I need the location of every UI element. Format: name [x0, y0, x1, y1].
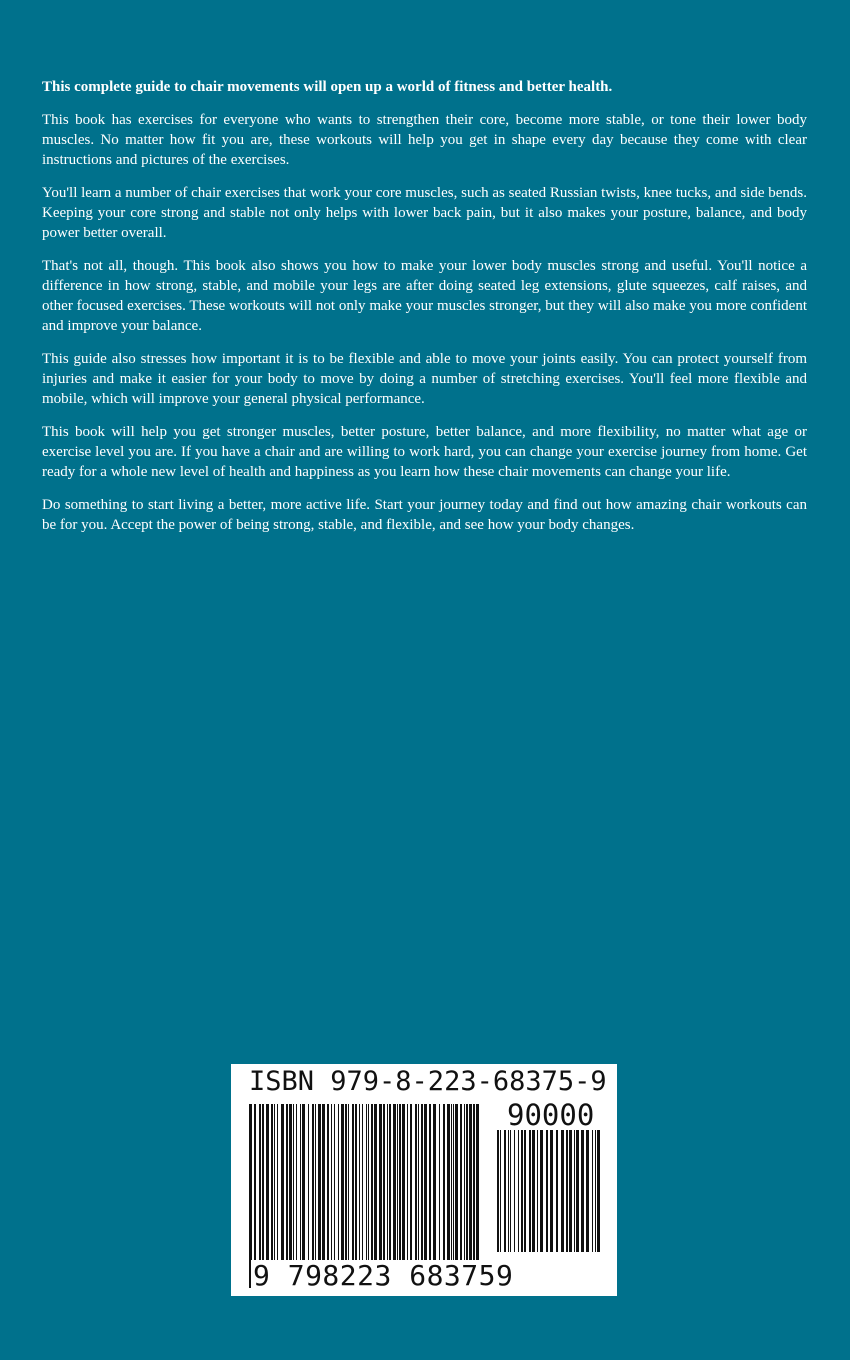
- barcode-bar: [556, 1130, 558, 1252]
- barcode-bar: [410, 1104, 412, 1276]
- barcode-bar: [451, 1104, 452, 1276]
- barcode-bar: [341, 1104, 344, 1276]
- barcode-bar: [510, 1130, 511, 1252]
- barcode-bar: [308, 1104, 309, 1276]
- barcode-bar: [455, 1104, 458, 1276]
- barcode-bar: [466, 1104, 468, 1276]
- barcode-bar: [302, 1104, 305, 1276]
- barcode-bar: [397, 1104, 398, 1276]
- barcode-bar: [433, 1104, 436, 1276]
- blurb-paragraph: This book has exercises for everyone who wants to strengthen their core, become more stable, or tone their lower body muscles. No matter how fit you are, these workouts will help you get in shape every day because they come with clear instructions and pictures of the exercises.: [42, 112, 807, 168]
- barcode-bar: [597, 1130, 600, 1252]
- barcode-bar: [266, 1104, 269, 1276]
- barcode-bar: [259, 1104, 261, 1276]
- blurb-paragraph: This book will help you get stronger muscles, better posture, better balance, and more flexibility, no matter what age or exercise level you are. If you have a chair and are willing to work hard, you can change your exercise journey from home. Get ready for a whole new level of health and happiness as you learn how these chair movements can change your life.: [42, 424, 807, 480]
- barcode-bar: [453, 1104, 454, 1276]
- barcode-bar: [348, 1104, 349, 1276]
- barcode-bar: [447, 1104, 450, 1276]
- barcode-bar: [379, 1104, 382, 1276]
- barcode-bar: [497, 1130, 499, 1252]
- barcode-bar: [300, 1104, 301, 1276]
- barcode-bar: [574, 1130, 575, 1252]
- barcode-bar: [371, 1104, 373, 1276]
- barcode-bar: [532, 1130, 535, 1252]
- barcode-bar: [407, 1104, 408, 1276]
- barcode-bar: [424, 1104, 427, 1276]
- barcode-bar: [359, 1104, 360, 1276]
- barcode-bar: [322, 1104, 325, 1276]
- barcode-bar: [338, 1104, 339, 1276]
- blurb-paragraph: This guide also stresses how important it is to be flexible and able to move your joints easily. You can protect yourself from injuries and make it easier for your body to move by doing a number of stretching exercises. You'll feel more flexible and mobile, which will improve your general physical performance.: [42, 351, 807, 407]
- barcode-bar: [312, 1104, 314, 1276]
- barcode-bar: [592, 1130, 593, 1252]
- barcode-bar: [439, 1104, 440, 1276]
- barcode-bar: [418, 1104, 419, 1276]
- blurb-paragraph: That's not all, though. This book also shows you how to make your lower body muscles strong and useful. You'll notice a difference in how strong, stable, and mobile your legs are after doing seated leg extensions, glute squeezes, calf raises, and other focused exercises. These workouts will not only make your muscles stronger, but they will also make you more confident and improve your balance.: [42, 258, 807, 334]
- price-barcode-bars: [497, 1130, 601, 1264]
- barcode-bar: [296, 1104, 297, 1276]
- barcode-bar: [387, 1104, 388, 1276]
- barcode-bar: [537, 1130, 538, 1252]
- barcode-bar: [262, 1104, 264, 1276]
- barcode-bar: [368, 1104, 369, 1276]
- barcode-bar: [415, 1104, 417, 1276]
- barcode-bar: [334, 1104, 335, 1276]
- barcode-bar: [581, 1130, 584, 1252]
- isbn-label: ISBN 979-8-223-68375-9: [249, 1066, 607, 1097]
- barcode-bar: [469, 1104, 472, 1276]
- barcode-bar: [393, 1104, 396, 1276]
- barcode-bar: [561, 1130, 564, 1252]
- barcode-bar: [508, 1130, 509, 1252]
- barcode-bar: [529, 1130, 531, 1252]
- barcode-bar: [546, 1130, 548, 1252]
- barcode-bar: [402, 1104, 405, 1276]
- blurb-paragraph: Do something to start living a better, more active life. Start your journey today and find out how amazing chair workouts can be for you. Accept the power of being strong, stable, and flexible, and see how your body changes.: [42, 497, 807, 533]
- barcode-bar: [374, 1104, 377, 1276]
- barcode-bar: [281, 1104, 284, 1276]
- barcode-bar: [500, 1130, 501, 1252]
- blurb-text: [42, 77, 807, 548]
- barcode-bar: [460, 1104, 462, 1276]
- barcode-bar: [277, 1104, 278, 1276]
- barcode-bar: [355, 1104, 357, 1276]
- barcode-bar: [429, 1104, 431, 1276]
- barcode-bar: [345, 1104, 347, 1276]
- barcode-bar: [576, 1130, 579, 1252]
- isbn-barcode: [231, 1064, 617, 1296]
- barcode-bar: [521, 1130, 523, 1252]
- barcode-bar: [327, 1104, 329, 1276]
- barcode-bar: [550, 1130, 553, 1252]
- barcode-bar: [586, 1130, 589, 1252]
- barcode-bar: [389, 1104, 391, 1276]
- barcode-bar: [289, 1104, 292, 1276]
- barcode-bar: [524, 1130, 526, 1252]
- barcode-bar: [274, 1104, 275, 1276]
- barcode-bar: [331, 1104, 332, 1276]
- barcode-bar: [293, 1104, 294, 1276]
- barcode-bar: [421, 1104, 423, 1276]
- blurb-paragraph: You'll learn a number of chair exercises that work your core muscles, such as seated Russian twists, knee tucks, and side bends. Keeping your core strong and stable not only helps with lower back pain, but it also makes your posture, balance, and body power better overall.: [42, 185, 807, 241]
- blurb-lead: This complete guide to chair movements will open up a world of fitness and better health.: [42, 79, 613, 95]
- barcode-bar: [569, 1130, 572, 1252]
- barcode-bar: [383, 1104, 385, 1276]
- barcode-bar: [286, 1104, 288, 1276]
- price-code: 90000: [507, 1098, 595, 1132]
- barcode-bar: [464, 1104, 465, 1276]
- barcode-digits: 9 798223 683759: [253, 1259, 514, 1292]
- barcode-bar: [443, 1104, 445, 1276]
- barcode-bar: [399, 1104, 401, 1276]
- barcode-bar: [514, 1130, 515, 1252]
- barcode-bar: [318, 1104, 321, 1276]
- barcode-bar: [595, 1130, 596, 1252]
- barcode-bar: [315, 1104, 316, 1276]
- barcode-bar: [566, 1130, 568, 1252]
- barcode-bar: [504, 1130, 506, 1252]
- barcode-bar: [540, 1130, 543, 1252]
- barcode-bar: [352, 1104, 354, 1276]
- barcode-bar: [518, 1130, 519, 1252]
- barcode-bar: [271, 1104, 273, 1276]
